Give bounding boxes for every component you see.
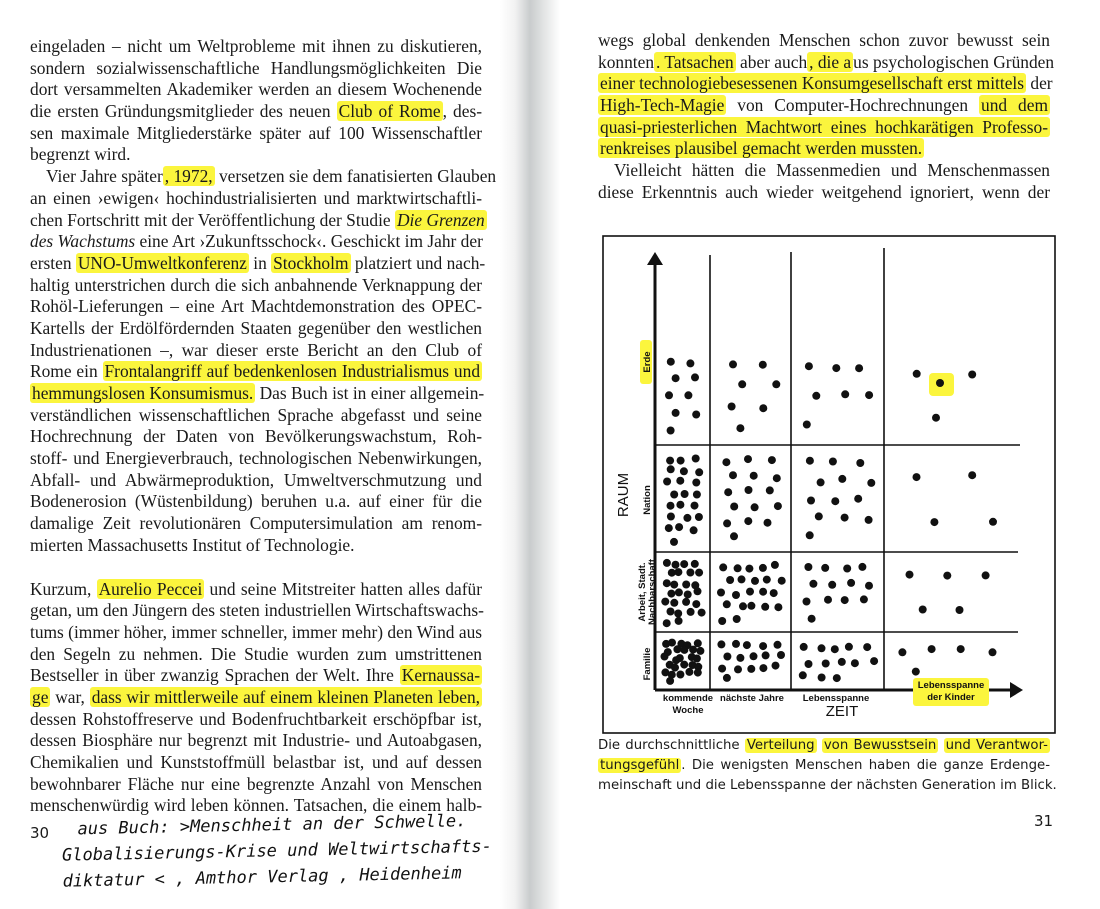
awareness-dot — [674, 610, 682, 618]
awareness-dot — [913, 370, 921, 378]
awareness-dot — [759, 564, 767, 572]
awareness-dot — [665, 524, 673, 532]
awareness-dot — [667, 513, 675, 521]
awareness-dot — [870, 657, 878, 665]
text-segment: dessen Biosphäre nur begrenzt mit Industrie- und Autoabgasen, — [30, 730, 482, 751]
highlighted-text: Verteilung — [746, 738, 815, 753]
awareness-dot — [919, 606, 927, 614]
text-segment: Industrienationen –, war dieser erste Bericht an den Club of — [30, 339, 482, 360]
text-segment: und seine Mitstreiter hatten alles dafür — [204, 578, 482, 599]
awareness-dot — [812, 392, 820, 400]
awareness-dot — [768, 456, 776, 464]
awareness-dot — [838, 658, 846, 666]
awareness-dot — [673, 645, 681, 653]
awareness-dot — [743, 641, 751, 649]
awareness-dot — [738, 575, 746, 583]
row-label: Erde — [642, 351, 653, 373]
awareness-dot — [663, 619, 671, 627]
text-segment: Vier Jahre später — [46, 166, 163, 187]
awareness-dot — [845, 643, 853, 651]
column-label: der Kinder — [927, 692, 975, 703]
awareness-dot — [759, 642, 767, 650]
text-segment: verständlichen wissenschaftlichen Sprache abgefasst und seine — [30, 404, 482, 425]
awareness-dot — [686, 359, 694, 367]
awareness-dot — [809, 580, 817, 588]
awareness-dot — [841, 596, 849, 604]
text-segment: versetzen sie dem fanatisierten Glauben — [214, 166, 497, 187]
awareness-dot — [750, 472, 758, 480]
awareness-dot — [734, 564, 742, 572]
awareness-dot — [717, 640, 725, 648]
awareness-dot — [764, 519, 772, 527]
awareness-dot — [667, 502, 675, 510]
awareness-dot — [668, 639, 676, 647]
awareness-dot — [736, 654, 744, 662]
awareness-dot — [733, 615, 741, 623]
awareness-dot — [766, 486, 774, 494]
awareness-dot — [957, 645, 965, 653]
awareness-dot — [751, 503, 759, 511]
awareness-dot — [682, 581, 690, 589]
awareness-dot — [693, 655, 701, 663]
text-segment: ersten — [30, 252, 76, 273]
text-segment: des Wachstums — [30, 231, 136, 252]
highlighted-text: High-Tech-Magie — [600, 95, 725, 116]
highlighted-text: Club of Rome — [338, 101, 441, 122]
awareness-dot — [759, 361, 767, 369]
awareness-dot — [829, 458, 837, 466]
awareness-dot — [672, 409, 680, 417]
awareness-dot — [683, 514, 691, 522]
awareness-dot — [831, 497, 839, 505]
text-segment: menschenwürdig wird leben können. Tatsachen, die einem halb- — [30, 795, 482, 816]
awareness-dot — [763, 576, 771, 584]
awareness-dot — [723, 519, 731, 527]
awareness-dot — [695, 513, 703, 521]
highlighted-text: und Verantwor- — [945, 738, 1048, 753]
awareness-dot — [729, 360, 737, 368]
awareness-dot — [680, 646, 688, 654]
awareness-dot — [856, 459, 864, 467]
handwritten-line: diktatur < , Amthor Verlag , Heidenheim — [62, 863, 462, 892]
text-segment: Abfall- und Abwärmeproduktion, Umweltverschmutzung und — [30, 469, 482, 490]
awareness-dot — [719, 563, 727, 571]
text-segment: dort versammelten Akademiker werden an diesem Wochenende — [30, 79, 482, 100]
awareness-dot — [671, 664, 679, 672]
awareness-dot — [761, 603, 769, 611]
awareness-dot — [695, 468, 703, 476]
awareness-dot — [686, 569, 694, 577]
awareness-dot — [841, 514, 849, 522]
awareness-dot — [863, 643, 871, 651]
text-segment: platziert und nach- — [350, 252, 486, 273]
awareness-dot — [774, 502, 782, 510]
awareness-dot — [818, 674, 826, 682]
awareness-dot — [832, 364, 840, 372]
awareness-dot — [771, 561, 779, 569]
awareness-dot — [691, 373, 699, 381]
text-segment: den Segeln zu nehmen. Die Studie wurden zum umstrittenen — [30, 643, 482, 664]
text-segment: damalige Zeit revolutionären Computersimulation am renom- — [30, 513, 482, 534]
awareness-dot — [774, 603, 782, 611]
highlighted-text: UNO-Umweltkonferenz — [77, 252, 247, 273]
x-axis-title: ZEIT — [825, 703, 859, 720]
text-segment: Rohöl-Lieferungen – eine Art Machtdemonstration des OPEC- — [30, 296, 482, 317]
text-segment: die ersten Gründungsmitglieder des neuen — [30, 101, 337, 122]
awareness-dot — [989, 648, 997, 656]
text-segment: Die durchschnittliche — [598, 738, 745, 753]
awareness-dot — [676, 477, 684, 485]
awareness-dot — [824, 596, 832, 604]
column-label: Lebensspanne — [917, 680, 985, 691]
awareness-dot — [803, 598, 811, 606]
awareness-dot — [858, 563, 866, 571]
text-segment: Vielleicht hätten die Massenmedien und Menschenmassen — [614, 160, 1050, 181]
awareness-dot — [777, 651, 785, 659]
awareness-dot — [968, 371, 976, 379]
highlighted-text: quasi-priesterlichen Machtwort eines hochkarätigen Professo- — [600, 116, 1048, 137]
awareness-dot — [717, 589, 725, 597]
highlighted-text: . Tatsachen — [656, 51, 734, 72]
awareness-dot — [724, 488, 732, 496]
awareness-dot — [744, 517, 752, 525]
awareness-dot — [685, 668, 693, 676]
awareness-dot — [730, 503, 738, 511]
column-label: nächste Jahre — [720, 693, 784, 704]
text-segment: tums (immer höher, immer schneller, immer mehr) den Wind aus — [30, 621, 483, 642]
highlighted-text: ge — [32, 686, 49, 707]
text-segment: eine Art ›Zukunftsschock‹. Geschickt im Jahr der — [135, 231, 483, 252]
awareness-dot — [680, 467, 688, 475]
column-label: Lebensspanne — [802, 693, 870, 704]
awareness-dot — [913, 473, 921, 481]
awareness-dot — [778, 577, 786, 585]
awareness-dot — [667, 465, 675, 473]
awareness-dot — [807, 497, 815, 505]
awareness-dot — [691, 502, 699, 510]
awareness-dot — [770, 589, 778, 597]
text-segment: , des- — [442, 101, 483, 122]
text-line — [598, 736, 1050, 756]
awareness-dot — [762, 651, 770, 659]
text-segment: dessen Rohstoffreserve und Bodenfruchtbarkeit erschöpfbar ist, — [30, 708, 482, 729]
awareness-dot — [746, 588, 754, 596]
awareness-dot — [682, 598, 690, 606]
awareness-dot — [723, 674, 731, 682]
awareness-dot — [667, 427, 675, 435]
awareness-dot — [800, 643, 808, 651]
awareness-dot — [867, 479, 875, 487]
awareness-dot — [747, 602, 755, 610]
awareness-dot — [751, 577, 759, 585]
awareness-dot — [912, 668, 920, 676]
awareness-dot — [738, 380, 746, 388]
text-segment: Bestseller in über zwanzig Sprachen der Welt. Ihre — [30, 665, 400, 686]
awareness-dot — [831, 645, 839, 653]
awareness-dot — [808, 615, 816, 623]
awareness-dot — [670, 581, 678, 589]
awareness-dot — [730, 532, 738, 540]
awareness-dot — [854, 495, 862, 503]
text-segment: getan, um den Jüngern des steten industriellen Wirtschaftswachs- — [30, 600, 484, 621]
awareness-dot — [838, 475, 846, 483]
highlighted-text: Stockholm — [273, 252, 349, 273]
text-segment: bewohnbarer Fläche nur eine begrenzte Anzahl von Menschen — [30, 773, 482, 794]
awareness-dot — [687, 608, 695, 616]
text-line — [598, 776, 1057, 796]
awareness-dot — [806, 531, 814, 539]
awareness-dot — [692, 479, 700, 487]
awareness-dot — [805, 660, 813, 668]
awareness-dot — [675, 588, 683, 596]
awareness-dot — [723, 600, 731, 608]
awareness-dot — [732, 591, 740, 599]
awareness-dot — [847, 579, 855, 587]
awareness-dot — [691, 560, 699, 568]
handwritten-line: aus Buch: >Menschheit an der Schwelle. — [77, 811, 467, 840]
awareness-dot — [806, 457, 814, 465]
awareness-dot — [734, 665, 742, 673]
awareness-dot — [750, 652, 758, 660]
awareness-dot — [772, 380, 780, 388]
awareness-dot — [804, 563, 812, 571]
awareness-dot — [684, 391, 692, 399]
column-label: Woche — [672, 705, 704, 716]
text-segment: Das Buch ist in einer allgemein- — [255, 383, 485, 403]
awareness-dot — [822, 660, 830, 668]
highlighted-text: dass wir mittlerweile auf einem kleinen Planeten leben, — [91, 686, 480, 707]
text-segment: sen maximale Mitgliederstärke später auf 100 Wissenschaftler — [30, 122, 482, 143]
highlighted-text: von Bewusstsein — [823, 738, 937, 753]
awareness-dot — [675, 617, 683, 625]
awareness-dot — [667, 590, 675, 598]
x-axis-arrow-icon — [1010, 682, 1023, 698]
page-number-right: 31 — [1034, 812, 1054, 830]
awareness-dot — [674, 568, 682, 576]
awareness-dot — [675, 523, 683, 531]
awareness-dot — [759, 588, 767, 596]
column-label: kommende — [662, 693, 714, 704]
text-segment: wegs global denkenden Menschen schon zuvor bewusst sein — [598, 30, 1050, 50]
awareness-dot — [663, 478, 671, 486]
text-segment: Kurzum, — [30, 578, 97, 599]
highlighted-text: Aurelio Peccei — [98, 578, 203, 599]
awareness-dot — [680, 661, 688, 669]
awareness-dot — [676, 671, 684, 679]
row-label: Arbeit, Stadt. — [637, 562, 648, 622]
y-axis-title: RAUM — [615, 472, 632, 518]
awareness-dot — [745, 486, 753, 494]
text-segment: haltig unterstrichen durch die sich anbahnende Verknappung der — [30, 274, 482, 295]
highlighted-text: Die Grenzen — [396, 209, 485, 230]
awareness-dot — [732, 640, 740, 648]
text-segment: meinschaft und die Lebensspanne der nächsten Generation im Blick. — [598, 778, 1057, 793]
highlighted-text: Kernaussa- — [401, 665, 480, 686]
awareness-dot — [968, 471, 976, 479]
awareness-dot — [663, 559, 671, 567]
text-segment — [938, 738, 943, 753]
awareness-dot — [666, 677, 674, 685]
awareness-dot — [815, 512, 823, 520]
text-segment: stoff- und Energieverbrauch, technologischen Nebenwirkungen, — [30, 448, 482, 469]
text-segment: diese Erkenntnis auch wieder weitgehend ignoriert, wenn der — [598, 181, 1050, 202]
highlighted-text: renkreises plausibel gemacht werden mussten. — [600, 138, 923, 159]
awareness-dot — [936, 379, 944, 387]
awareness-dot — [843, 565, 851, 573]
page-number-left: 30 — [30, 824, 50, 842]
highlighted-text: hemmungslosen Konsumismus. — [32, 383, 254, 403]
awareness-dot — [855, 364, 863, 372]
awareness-dot — [932, 414, 940, 422]
awareness-dot — [670, 538, 678, 546]
awareness-dot — [818, 644, 826, 652]
awareness-dot — [828, 581, 836, 589]
awareness-dot — [744, 455, 752, 463]
text-segment: war, — [50, 686, 90, 707]
y-axis-arrow-icon — [647, 252, 663, 265]
awareness-dot — [696, 647, 704, 655]
text-line — [598, 756, 1050, 776]
awareness-dot — [956, 606, 964, 614]
text-segment: in — [248, 252, 272, 273]
figure-caption — [598, 736, 1057, 796]
awareness-dot — [695, 569, 703, 577]
awareness-dot — [694, 587, 702, 595]
text-segment: Rome ein — [30, 361, 103, 382]
awareness-dot — [805, 362, 813, 370]
awareness-dot — [690, 526, 698, 534]
text-segment: der — [1026, 73, 1053, 94]
awareness-dot — [928, 645, 936, 653]
text-segment: eingeladen – nicht um Weltprobleme mit ihnen zu diskutieren, — [30, 36, 482, 56]
awareness-dot — [898, 648, 906, 656]
highlighted-text: , 1972, — [164, 166, 213, 187]
awareness-dot — [722, 458, 730, 466]
awareness-dot — [739, 602, 747, 610]
handwritten-line: Globalisierungs-Krise und Weltwirtschafts- — [61, 836, 493, 866]
awareness-dot — [865, 391, 873, 399]
awareness-dot — [667, 358, 675, 366]
row-label: Nation — [642, 485, 653, 515]
awareness-dot — [661, 653, 669, 661]
text-segment: begrenzt wird. — [30, 144, 131, 165]
row-label: Nachbarschaft — [647, 559, 658, 625]
awareness-dot — [689, 646, 697, 654]
awareness-dot — [693, 491, 701, 499]
awareness-dot — [676, 654, 684, 662]
text-segment: . Die wenigsten Menschen haben die ganze Erdenge- — [681, 758, 1050, 773]
awareness-dot — [692, 600, 700, 608]
awareness-dot — [663, 579, 671, 587]
awareness-dot — [736, 424, 744, 432]
awareness-dot — [989, 518, 997, 526]
awareness-dot — [692, 455, 700, 463]
awareness-dot — [759, 404, 767, 412]
awareness-dot — [692, 411, 700, 419]
awareness-dot — [718, 617, 726, 625]
awareness-dot — [672, 561, 680, 569]
text-segment: us psychologischen Gründen — [853, 51, 1055, 72]
awareness-dot — [729, 471, 737, 479]
highlighted-text: Frontalangriff auf bedenkenlosen Industrialismus und — [104, 361, 481, 382]
text-segment: Bodenerosion (Wüstenbildung) beruhen u.a. auf einer für die — [30, 491, 482, 512]
awareness-dot — [865, 516, 873, 524]
awareness-dot — [799, 671, 807, 679]
figure-frame — [603, 236, 1055, 733]
awareness-dot — [667, 608, 675, 616]
highlighted-text: , die a — [809, 51, 852, 72]
row-label: Familie — [642, 647, 653, 681]
awareness-dot — [694, 669, 702, 677]
text-segment: aber auch — [735, 51, 808, 72]
awareness-dot — [906, 571, 914, 579]
awareness-dot — [841, 390, 849, 398]
awareness-dot — [677, 457, 685, 465]
highlighted-text: und dem — [981, 95, 1048, 116]
awareness-dot — [670, 491, 678, 499]
awareness-dot — [684, 591, 692, 599]
text-segment: an einen ›ewigen‹ hochindustrialisierten und marktwirtschaftli- — [30, 187, 482, 208]
awareness-dot — [670, 599, 678, 607]
awareness-dot — [773, 474, 781, 482]
awareness-dot — [759, 664, 767, 672]
text-segment: von Computer-Hochrechnungen — [726, 95, 980, 116]
awareness-dot — [723, 653, 731, 661]
awareness-dot — [718, 665, 726, 673]
awareness-dot — [665, 391, 673, 399]
awareness-dot — [698, 609, 706, 617]
text-segment: konnten — [598, 51, 655, 72]
text-segment: sondern sozialwissenschaftliche Handlungsmöglichkeiten Die — [30, 57, 482, 78]
awareness-dot — [676, 501, 684, 509]
awareness-dot — [681, 490, 689, 498]
awareness-dot — [661, 598, 669, 606]
awareness-dot — [803, 421, 811, 429]
awareness-dot — [930, 518, 938, 526]
awareness-dot — [817, 478, 825, 486]
awareness-dot — [943, 572, 951, 580]
awareness-dot — [860, 595, 868, 603]
awareness-dot — [666, 457, 674, 465]
awareness-dot — [745, 565, 753, 573]
awareness-dot — [821, 564, 829, 572]
awareness-dot — [772, 662, 780, 670]
awareness-dot — [728, 403, 736, 411]
awareness-dot — [672, 374, 680, 382]
text-segment: Hochrechnung der Daten von Bevölkerungswachstum, Roh- — [30, 426, 482, 447]
text-segment: chen Fortschritt mit der Veröffentlichung der Studie — [30, 209, 395, 230]
awareness-dot — [851, 659, 859, 667]
text-segment: Kartells der Erdölfördernden Staaten gegenüber den westlichen — [30, 317, 482, 338]
awareness-dot — [747, 665, 755, 673]
text-segment: mierten Massachusetts Institut of Technologie. — [30, 534, 355, 555]
highlighted-text: einer technologiebesessenen Konsumgesellschaft erst mittels — [600, 73, 1025, 94]
awareness-dot — [774, 641, 782, 649]
awareness-dot — [833, 674, 841, 682]
awareness-dot — [726, 576, 734, 584]
awareness-dot — [865, 582, 873, 590]
awareness-dot — [680, 560, 688, 568]
awareness-dot — [982, 571, 990, 579]
highlighted-text: tungsgefühl — [600, 758, 680, 773]
text-segment: Chemikalien und Kunststoffmüll belastbar ist, und auf dessen — [30, 752, 482, 772]
